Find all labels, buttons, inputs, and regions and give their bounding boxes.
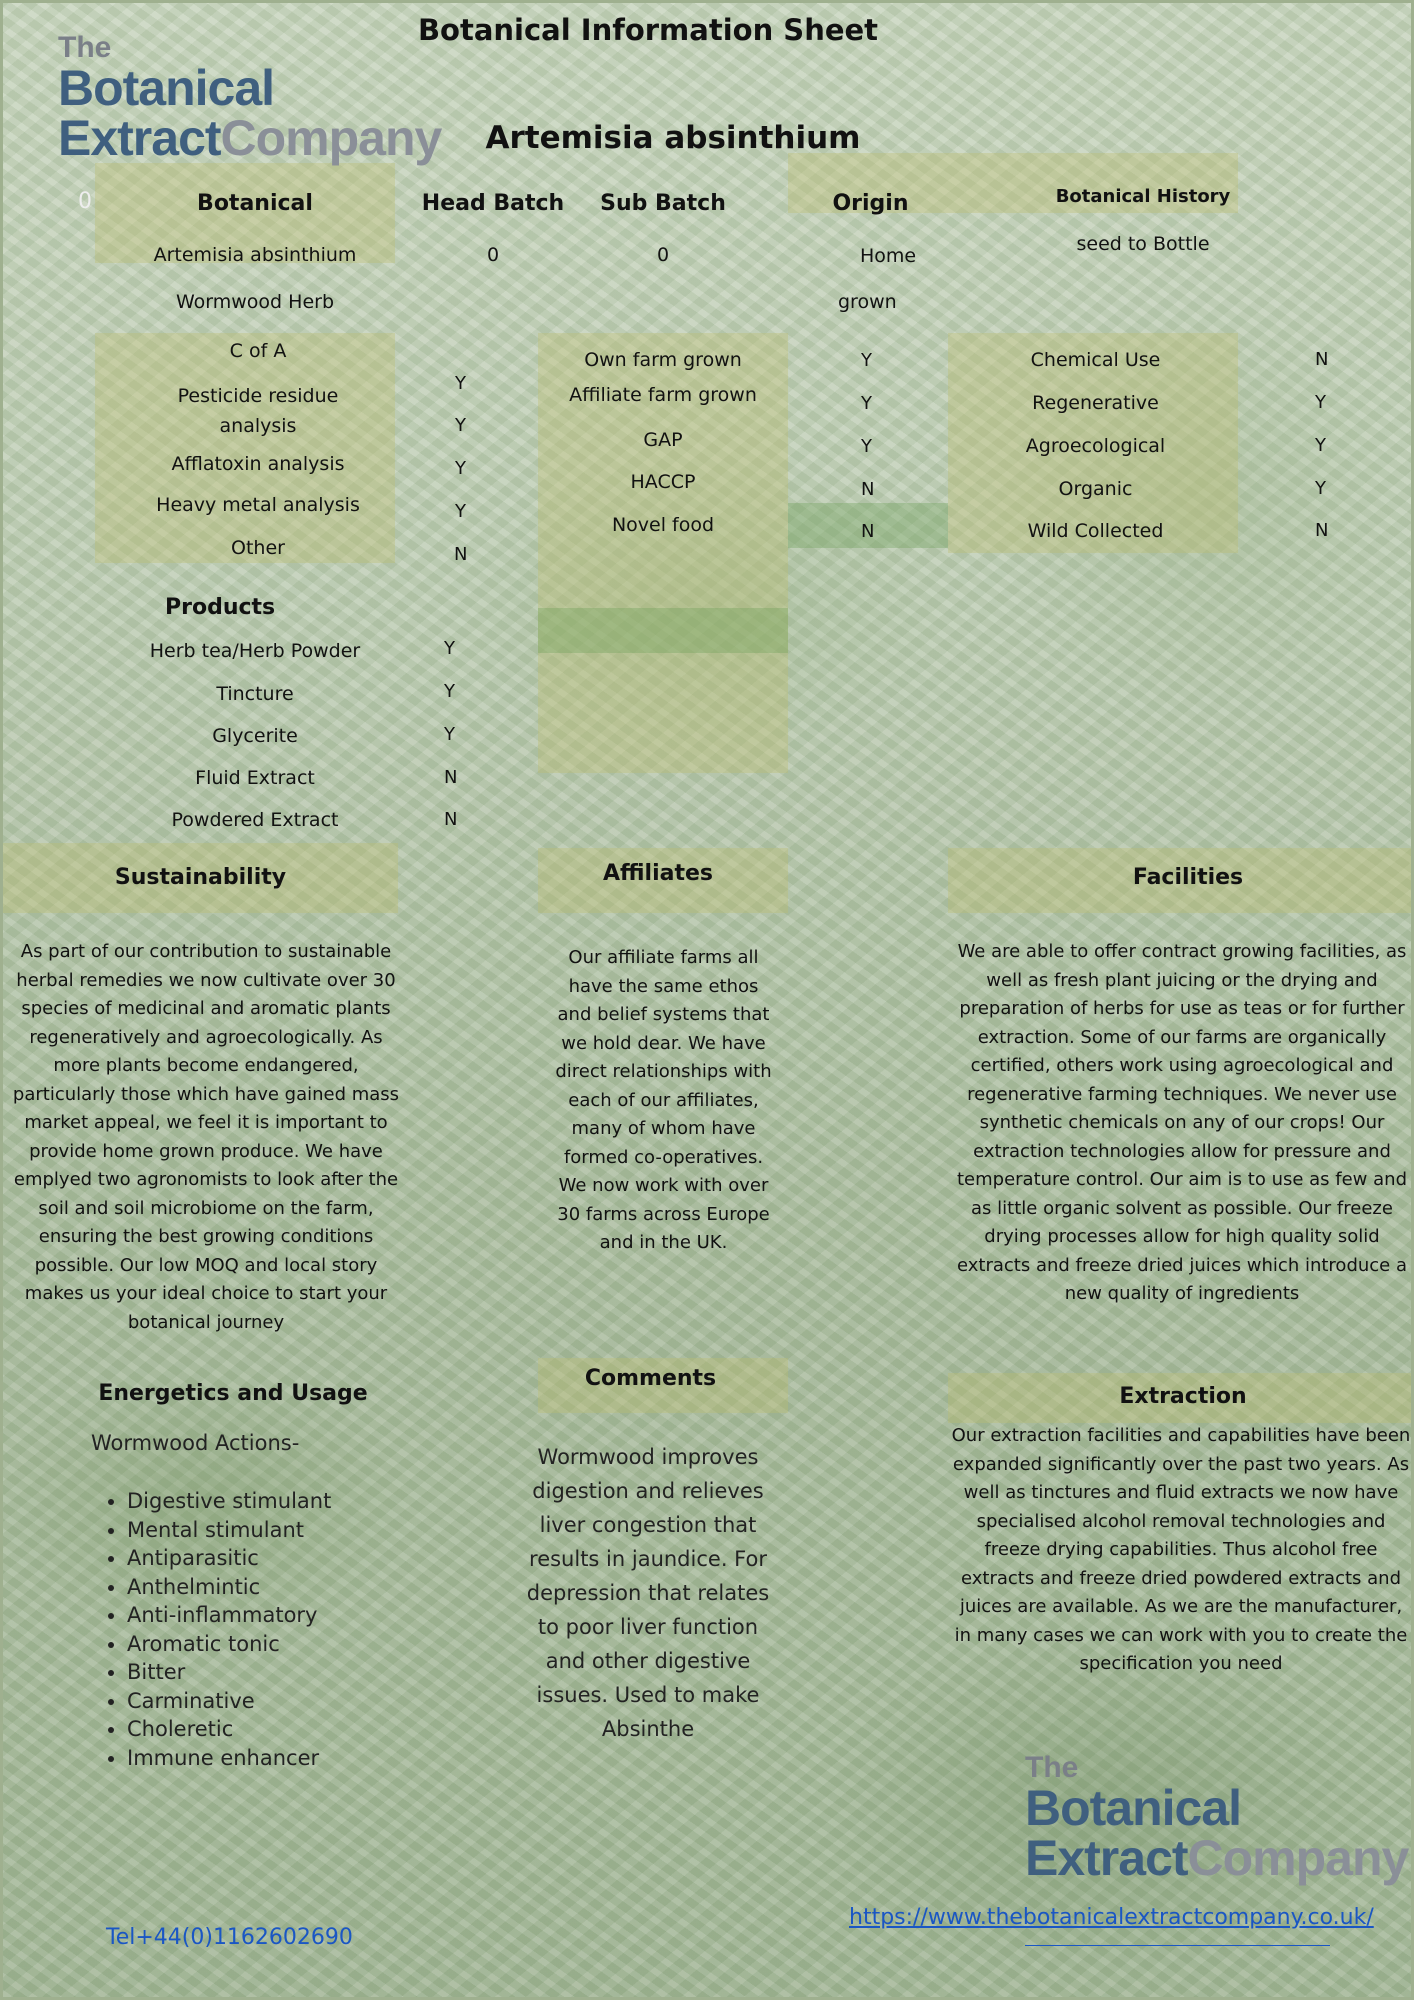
energetics-intro: Wormwood Actions- bbox=[91, 1431, 300, 1455]
practice-value: Y bbox=[1315, 435, 1326, 456]
sourcing-value: N bbox=[861, 479, 875, 500]
product-label: Herb tea/Herb Powder bbox=[149, 640, 361, 662]
action-item: • Aromatic tonic bbox=[127, 1630, 331, 1659]
action-item: • Antiparasitic bbox=[127, 1544, 331, 1573]
website-link[interactable]: https://www.thebotanicalextractcompany.co.uk/ bbox=[849, 1905, 1374, 1930]
facilities-text: We are able to offer contract growing facilities, as well as fresh plant juicing or the drying and preparation of herbs for use as teas or for further extraction. Some of our farms are organically certified, others work using agroecological and regenerative farming techniques. We never use synthetic chemicals on any of our crops! Our extraction technologies allow for pressure and temperature control. Our aim is to use as few and as little organic solvent as possible. Our freeze drying processes allow for high quality solid extracts and freeze dried juices which introduce a new quality of ingredients bbox=[956, 941, 1407, 1304]
practice-label: Organic bbox=[1058, 478, 1133, 500]
comments-heading: Comments bbox=[584, 1366, 717, 1391]
link-underline bbox=[1025, 1945, 1330, 1946]
species-title: Artemisia absinthium bbox=[485, 120, 861, 156]
sourcing-label: HACCP bbox=[630, 471, 696, 493]
product-label: Powdered Extract bbox=[171, 809, 339, 831]
sheet-title: Botanical Information Sheet bbox=[417, 13, 879, 47]
analysis-label: Heavy metal analysis bbox=[156, 494, 360, 516]
action-item: • Choleretic bbox=[127, 1715, 331, 1744]
sourcing-value: Y bbox=[861, 436, 872, 457]
product-value: Y bbox=[444, 724, 455, 745]
product-label: Fluid Extract bbox=[195, 767, 315, 789]
product-value: N bbox=[444, 767, 458, 788]
practice-label: Wild Collected bbox=[1027, 520, 1164, 542]
sourcing-label: GAP bbox=[643, 429, 683, 451]
analysis-label: Other bbox=[231, 537, 285, 559]
action-item: • Mental stimulant bbox=[127, 1516, 331, 1545]
header-history: Botanical History bbox=[1055, 186, 1231, 207]
panel-analysis bbox=[95, 333, 395, 563]
analysis-label: C of A bbox=[229, 340, 287, 362]
practice-label: Chemical Use bbox=[1030, 349, 1161, 371]
actions-list bbox=[91, 1487, 331, 1772]
analysis-label: Pesticide residue analysis bbox=[177, 385, 339, 437]
sourcing-value: Y bbox=[861, 393, 872, 414]
action-item: • Immune enhancer bbox=[127, 1744, 331, 1773]
header-sub-batch: Sub Batch bbox=[600, 191, 726, 216]
comments-text: Wormwood improves digestion and relieves liver congestion that results in jaundice. For depression that relates to poor liver function and other digestive issues. Used to make Absinthe bbox=[526, 1445, 770, 1741]
phone-number: Tel+44(0)1162602690 bbox=[106, 1925, 353, 1950]
sustainability-heading: Sustainability bbox=[114, 865, 287, 890]
action-item: • Anthelmintic bbox=[127, 1573, 331, 1602]
analysis-value: Y bbox=[455, 501, 466, 522]
analysis-label: Afflatoxin analysis bbox=[171, 453, 345, 475]
header-origin: Origin bbox=[832, 191, 909, 216]
analysis-value: N bbox=[454, 544, 468, 565]
analysis-value: Y bbox=[455, 415, 466, 436]
head-batch-value: 0 bbox=[486, 244, 500, 266]
header-botanical: Botanical bbox=[197, 191, 313, 216]
product-value: Y bbox=[444, 638, 455, 659]
extraction-heading: Extraction bbox=[1119, 1384, 1247, 1409]
sourcing-label: Novel food bbox=[611, 514, 715, 536]
botanical-latin: Artemisia absinthium bbox=[153, 244, 357, 266]
company-logo: The Botanical ExtractCompany bbox=[58, 31, 442, 166]
practice-value: N bbox=[1315, 349, 1329, 370]
affiliates-heading: Affiliates bbox=[602, 861, 714, 886]
sourcing-label: Own farm grown bbox=[584, 349, 742, 371]
practice-label: Agroecological bbox=[1025, 435, 1166, 457]
facilities-heading: Facilities bbox=[1132, 865, 1244, 890]
action-item: • Anti-inflammatory bbox=[127, 1601, 331, 1630]
practice-value: Y bbox=[1315, 478, 1326, 499]
extraction-text: Our extraction facilities and capabilities have been expanded significantly over the past two years. As well as tinctures and fluid extracts we now have specialised alcohol removal technologies and freeze drying capabilities. Thus alcohol free extracts and freeze dried powdered extracts and juices are available. As we are the manufacturer, in many cases we can work with you to create the specification you need bbox=[951, 1425, 1411, 1674]
practice-value: N bbox=[1315, 520, 1329, 541]
sourcing-value: N bbox=[861, 521, 875, 542]
action-item: • Digestive stimulant bbox=[127, 1487, 331, 1516]
analysis-value: Y bbox=[455, 373, 466, 394]
action-item: • Carminative bbox=[127, 1687, 331, 1716]
panel-sourcing-strip bbox=[538, 608, 788, 653]
action-item: • Bitter bbox=[127, 1658, 331, 1687]
botanical-common: Wormwood Herb bbox=[175, 291, 335, 313]
zero-marker: 0 bbox=[78, 189, 92, 214]
sustainability-text: As part of our contribution to sustainable herbal remedies we now cultivate over 30 species of medicinal and aromatic plants regeneratively and agroecologically. As more plants become endangered, particularly those which have gained mass market appeal, we feel it is important to provide home grown produce. We have emplyed two agronomists to look after the soil and soil microbiome on the farm, ensuring the best growing conditions possible. Our low MOQ and local story makes us your ideal choice to start your botanical journey bbox=[12, 941, 400, 1333]
analysis-value: Y bbox=[455, 458, 466, 479]
header-head-batch: Head Batch bbox=[421, 191, 565, 216]
product-label: Glycerite bbox=[212, 725, 298, 747]
sourcing-value: Y bbox=[861, 350, 872, 371]
sourcing-label: Affiliate farm grown bbox=[569, 384, 757, 406]
company-logo-footer: The Botanical ExtractCompany bbox=[1025, 1751, 1409, 1886]
products-heading: Products bbox=[165, 595, 276, 620]
product-value: N bbox=[444, 809, 458, 830]
sub-batch-value: 0 bbox=[656, 244, 670, 266]
origin-line1: Home bbox=[860, 245, 917, 267]
product-label: Tincture bbox=[216, 683, 294, 705]
affiliates-text: Our affiliate farms all have the same ethos and belief systems that we hold dear. We have direct relationships with each of our affiliates, many of whom have formed co-operatives. We now work with over 30 farms across Europe and in the UK. bbox=[555, 947, 772, 1253]
origin-line2: grown bbox=[838, 291, 897, 313]
practice-value: Y bbox=[1315, 392, 1326, 413]
energetics-heading: Energetics and Usage bbox=[98, 1381, 368, 1406]
product-value: Y bbox=[444, 681, 455, 702]
practice-label: Regenerative bbox=[1032, 392, 1159, 414]
history-value: seed to Bottle bbox=[1076, 233, 1210, 255]
